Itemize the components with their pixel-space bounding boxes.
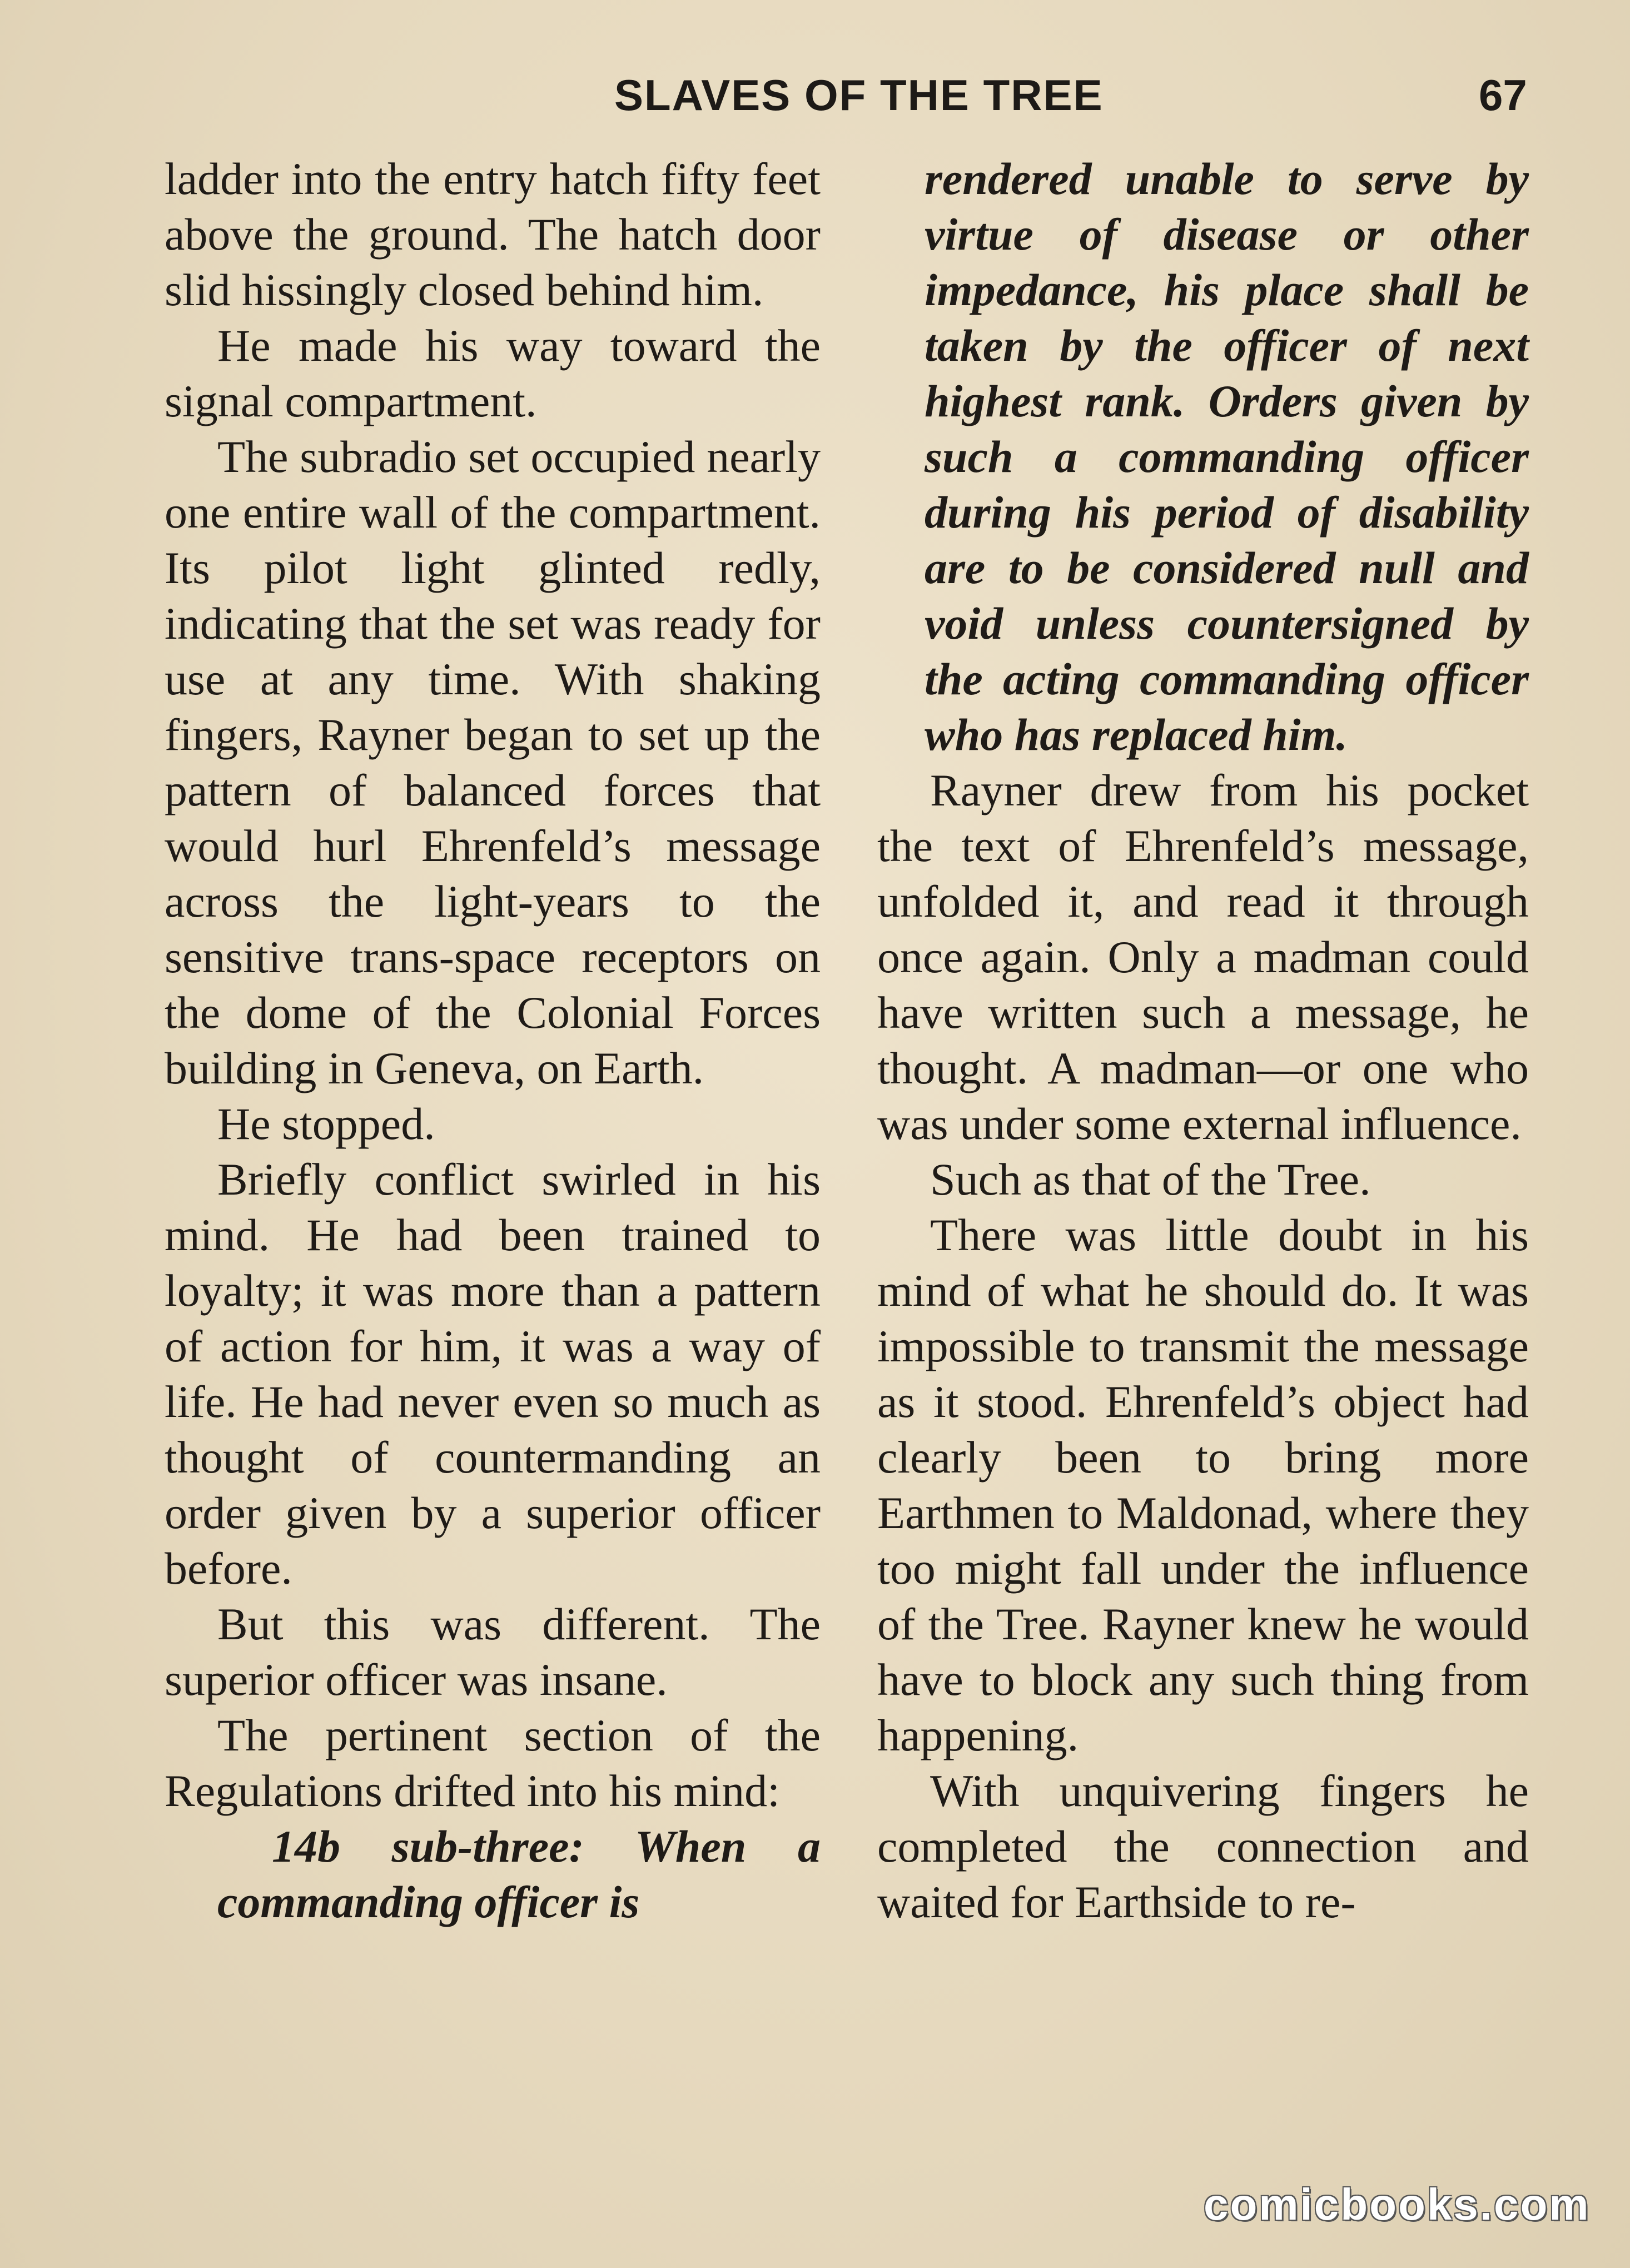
paragraph: The subradio set occupied nearly one entire wall of the compartment. Its pilot light glinted redly, indicating that the set was ready for use at any time. With shaking fingers, Rayner began to set up the pattern of balanced forces that would hurl Ehrenfeld’s message across the light-years to the sensitive trans-space receptors on the dome of the Colonial Forces building in Geneva, on Earth. [165, 431, 821, 1093]
paragraph: Rayner drew from his pocket the text of Ehrenfeld’s message, unfolded it, and read it through once again. Only a madman could have written such a message, he thought. A madman—or one who was under some external influence. [877, 765, 1529, 1149]
running-header: SLAVES OF THE TREE [614, 71, 1104, 120]
paragraph: Such as that of the Tree. [930, 1154, 1371, 1205]
watermark: comicbooks.com [1204, 2180, 1591, 2229]
paragraph: Briefly conflict swirled in his mind. He had been trained to loyalty; it was more than a pattern of action for him, it was a way of life. He had never even so much as thought of countermanding an order given by a superior officer before. [165, 1154, 821, 1594]
regulation-quote: 14b sub-three: When a commanding officer is [217, 1821, 821, 1927]
paragraph: There was little doubt in his mind of what he should do. It was impossible to transmit the message as it stood. Ehrenfeld’s object had clearly been to bring more Earthmen to Maldonad, where they too might fall under the influence of the Tree. Rayner knew he would have to block any such thing from happening. [877, 1210, 1529, 1760]
page-number: 67 [1479, 71, 1527, 120]
paragraph: The pertinent section of the Regulations drifted into his mind: [165, 1710, 821, 1816]
paragraph: But this was different. The superior officer was insane. [165, 1599, 821, 1705]
right-column [877, 151, 1529, 1930]
regulation-quote: rendered unable to serve by virtue of disease or other impedance, his place shall be taken by the officer of next highest rank. Orders given by such a commanding officer during his period of disability are to be considered null and void unless countersigned by the acting commanding officer who has replaced him. [925, 153, 1529, 760]
left-column [165, 151, 821, 1930]
paragraph: He stopped. [217, 1098, 435, 1149]
paragraph: With unquivering fingers he completed the connection and waited for Earthside to re- [877, 1765, 1529, 1927]
paragraph: ladder into the entry hatch fifty feet above the ground. The hatch door slid hissingly closed behind him. [165, 153, 821, 315]
paragraph: He made his way toward the signal compartment. [165, 320, 821, 426]
